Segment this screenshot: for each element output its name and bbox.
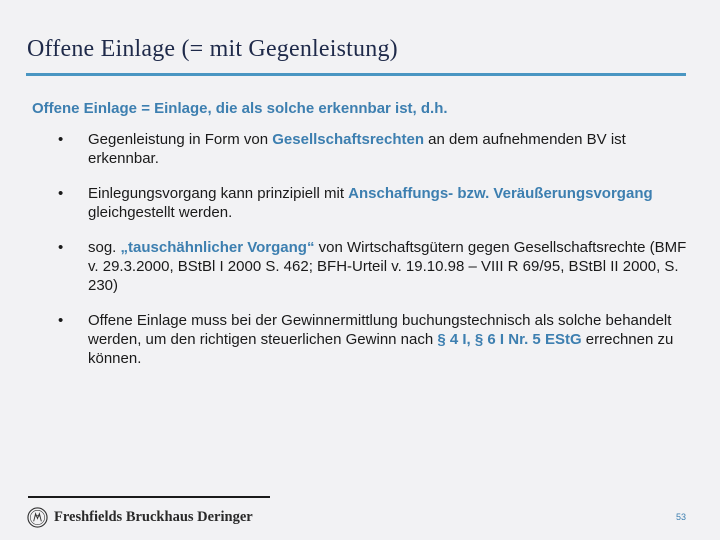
bullet-dot: • (58, 185, 64, 202)
bullet-text: Offene Einlage muss bei der Gewinnermittlung buchungstechnisch als solche behandelt werden, um den richtigen steuerlichen Gewinn nach (88, 312, 672, 348)
page-number: 53 (675, 512, 686, 522)
bullet-text: sog. (88, 239, 121, 256)
bullet-dot: • (58, 312, 64, 329)
bullet-highlight: Gesellschaftsrechten (272, 131, 425, 148)
bullet-text: Gegenleistung in Form von (88, 131, 273, 148)
bullet-highlight: Anschaffungs- bzw. Veräußerungsvorgang (348, 185, 653, 202)
bullet-dot: • (58, 131, 64, 148)
bullet-list (58, 130, 688, 384)
freshfields-seal-icon (27, 507, 48, 528)
bullet-item (58, 130, 688, 168)
bullet-highlight: § 4 I, § 6 I Nr. 5 EStG (437, 331, 582, 348)
bullet-text: Einlegungsvorgang kann prinzipiell mit (88, 185, 349, 202)
footer-divider (28, 496, 270, 498)
bullet-text: gleichgestellt werden. (88, 204, 233, 221)
bullet-text: errechnen zu können. (88, 331, 674, 367)
bullet-dot: • (58, 239, 64, 256)
slide-title: Offene Einlage (= mit Gegenleistung) (27, 36, 398, 62)
firm-name: Freshfields Bruckhaus Deringer (54, 509, 253, 525)
bullet-item (58, 238, 688, 295)
title-divider (26, 73, 686, 76)
bullet-item (58, 311, 688, 368)
bullet-text: von Wirtschaftsgütern gegen Gesellschaftsrechte (BMF v. 29.3.2000, BStBl I 2000 S. 462; BFH-Urteil v. 19.10.98 – VIII R 69/95, BStBl II 2000, S. 230) (88, 239, 687, 294)
bullet-text: an dem aufnehmenden BV ist erkennbar. (88, 131, 626, 167)
intro-statement: Offene Einlage = Einlage, die als solche erkennbar ist, d.h. (32, 100, 448, 117)
bullet-highlight: „tauschähnlicher Vorgang“ (120, 239, 315, 256)
bullet-item (58, 184, 688, 222)
